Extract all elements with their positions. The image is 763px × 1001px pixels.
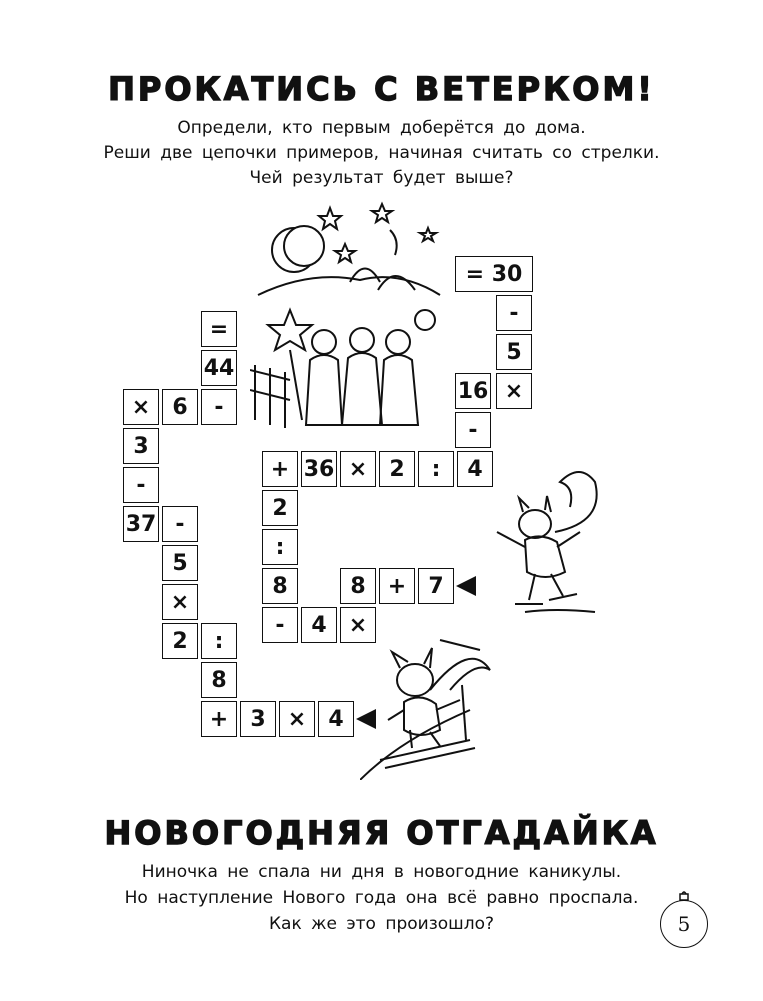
puzzle-cell: × xyxy=(162,584,198,620)
puzzle-cell: 37 xyxy=(123,506,159,542)
puzzle-cell: 16 xyxy=(455,373,491,409)
puzzle-cell: 4 xyxy=(318,701,354,737)
puzzle-cell: × xyxy=(123,389,159,425)
puzzle-cell: = xyxy=(201,311,237,347)
puzzle-cell: : xyxy=(201,623,237,659)
puzzle-cell: 7 xyxy=(418,568,454,604)
puzzle-cell: : xyxy=(418,451,454,487)
puzzle-cell: : xyxy=(262,529,298,565)
puzzle-cell: - xyxy=(496,295,532,331)
riddle-title: НОВОГОДНЯЯ ОТГАДАЙКА xyxy=(104,814,659,852)
puzzle-cell: 4 xyxy=(457,451,493,487)
puzzle-cell: = 30 xyxy=(455,256,533,292)
puzzle-cell: - xyxy=(201,389,237,425)
puzzle-cell: × xyxy=(496,373,532,409)
puzzle-cell: × xyxy=(340,607,376,643)
puzzle-cell: × xyxy=(340,451,376,487)
page-title: ПРОКАТИСЬ С ВЕТЕРКОМ! xyxy=(108,70,655,108)
arrow-right-icon xyxy=(454,574,478,598)
task-line-3: Чей результат будет выше? xyxy=(249,168,514,188)
puzzle-cell: 2 xyxy=(162,623,198,659)
puzzle-cell: × xyxy=(279,701,315,737)
task-line-1: Определи, кто первым доберётся до дома. xyxy=(177,118,586,138)
puzzle-cell: 3 xyxy=(240,701,276,737)
puzzle-cell: 8 xyxy=(201,662,237,698)
puzzle-cell: 36 xyxy=(301,451,337,487)
puzzle-cell: - xyxy=(455,412,491,448)
puzzle-cell: 8 xyxy=(340,568,376,604)
puzzle-cell: + xyxy=(379,568,415,604)
puzzle-cell: 3 xyxy=(123,428,159,464)
puzzle-cell: - xyxy=(162,506,198,542)
task-line-2: Реши две цепочки примеров, начиная считать со стрелки. xyxy=(103,143,660,163)
riddle-line-2: Но наступление Нового года она всё равно проспала. xyxy=(124,888,639,908)
page-number-badge xyxy=(660,900,710,950)
riddle-line-1: Ниночка не спала ни дня в новогодние каникулы. xyxy=(141,862,622,882)
puzzle-cell: - xyxy=(262,607,298,643)
puzzle-cell: + xyxy=(262,451,298,487)
puzzle-cell: 4 xyxy=(301,607,337,643)
puzzle-cell: - xyxy=(123,467,159,503)
puzzle-cell: 5 xyxy=(496,334,532,370)
arrow-right-icon xyxy=(354,707,378,731)
puzzle-cell: 8 xyxy=(262,568,298,604)
puzzle-cell: + xyxy=(201,701,237,737)
puzzle-cell: 44 xyxy=(201,350,237,386)
puzzle-cell: 5 xyxy=(162,545,198,581)
puzzle-cell: 6 xyxy=(162,389,198,425)
puzzle-cell: 2 xyxy=(379,451,415,487)
riddle-line-3: Как же это произошло? xyxy=(268,914,494,934)
page-number: 5 xyxy=(660,900,708,948)
puzzle-cell: 2 xyxy=(262,490,298,526)
